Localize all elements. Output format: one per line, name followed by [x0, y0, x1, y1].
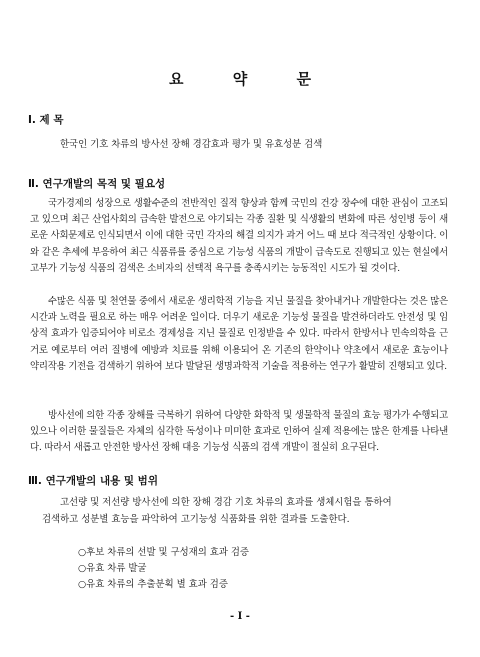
- page-title: 요 약 문: [169, 70, 333, 88]
- section-2-paragraph-2: 수많은 식품 및 천연물 중에서 새로운 생리학적 기능을 지닌 물질을 찾아내거나 개발한다는 것은 많은 시간과 노력을 필요로 하는 매우 어려운 일이다. 더우기 새로운 기능성 물질을 발견하더라도 안전성 및 임상적 효과가 입증되어야 비로소 경제성을 지닌 물질로 인정받을 수 있다. 따라서 한방서나 민속의학을 근거로 예로부터 여러 질병에 예방과 치료를 위해 이용되어 온 기존의 한약이나 약초에서 새로운 효능이나 약리작용 기전을 검색하기 위하여 보다 발달된 생명과학적 기술을 적용하는 연구가 활발히 진행되고 있다.: [30, 296, 448, 372]
- scope-item: ○후보 차류의 선발 및 구성재의 효과 검증: [78, 547, 249, 558]
- section-2-paragraph-1: 국가경제의 성장으로 생활수준의 전반적인 질적 향상과 함께 국민의 건강 장수에 대한 관심이 고조되고 있으며 최근 산업사회의 급속한 발전으로 야기되는 각종 질환 및 식생활의 변화에 따른 성인병 등이 새로운 사회문제로 인식되면서 이에 대한 국민 각자의 해결 의지가 과거 어느 때 보다 적극적인 상황이다. 이와 같은 추세에 부응하여 최근 식품류를 중심으로 기능성 식품의 개발이 급속도로 진행되고 있는 현실에서 고부가 기능성 식품의 검색은 소비자의 선택적 욕구를 충족시키는 능동적인 시도가 될 것이다.: [30, 198, 448, 274]
- section-2-paragraph-3: 방사선에 의한 각종 장해를 극복하기 위하여 다양한 화학적 및 생물학적 물질의 효능 평가가 수행되고 있으나 이러한 물질들은 자체의 심각한 독성이나 미미한 효과로 인하여 실제 적용에는 많은 한계를 나타낸다. 따라서 새롭고 안전한 방사선 장해 대응 기능성 식품의 검색 개발이 절실히 요구된다.: [30, 410, 448, 454]
- scope-item: ○유효 차류의 추출분획 별 효과 검증: [78, 579, 228, 590]
- project-title-text: 한국인 기호 차류의 방사선 장해 경감효과 평가 및 유효성분 검색: [60, 139, 323, 150]
- page-number: - I -: [230, 611, 250, 622]
- section-2-heading: Ⅱ. 연구개발의 목적 및 필요성: [28, 178, 166, 190]
- section-3-intro-line-2: 검색하고 성분별 효능을 파악하여 고기능성 식품화를 위한 결과를 도출한다.: [42, 514, 350, 525]
- section-3-intro-line-1: 고선량 및 저선량 방사선에 의한 장해 경감 기호 차류의 효과를 생체시험을 통하여: [60, 497, 392, 508]
- section-3-heading: Ⅲ. 연구개발의 내용 및 범위: [28, 475, 158, 487]
- section-1-heading: Ⅰ. 제 목: [28, 114, 64, 126]
- scope-item: ○유효 차류 발굴: [78, 563, 147, 574]
